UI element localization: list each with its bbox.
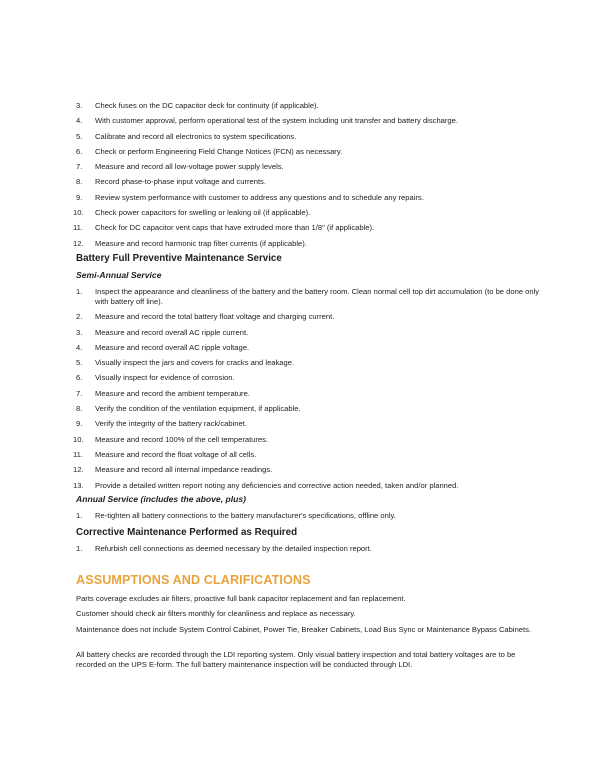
list-item-number: 3. bbox=[76, 101, 83, 110]
list-item bbox=[0, 450, 600, 460]
list-item-text: Check or perform Engineering Field Change Notices (FCN) as necessary. bbox=[95, 146, 343, 156]
list-item bbox=[0, 404, 600, 414]
list-item-number: 8. bbox=[76, 177, 83, 187]
assumption-paragraph: All battery checks are recorded through the LDI reporting system. Only visual battery inspection and total battery voltages are to be recorded on the UPS E-form. The full battery maintenance inspection will be conducted through LDI. bbox=[76, 650, 516, 669]
list-item-number: 1. bbox=[76, 511, 83, 520]
list-item-number: 7. bbox=[76, 388, 83, 398]
list-item-number: 3. bbox=[76, 327, 83, 337]
list-item-text: Record phase-to-phase input voltage and currents. bbox=[95, 177, 266, 187]
list-item bbox=[0, 162, 600, 172]
list-item-text: Measure and record overall AC ripple voltage. bbox=[95, 342, 250, 352]
list-item-number: 11. bbox=[73, 449, 83, 459]
list-item-text: Verify the integrity of the battery rack/cabinet. bbox=[95, 419, 247, 429]
list-item bbox=[0, 328, 600, 338]
list-item bbox=[0, 147, 600, 157]
list-item-number: 7. bbox=[76, 162, 83, 172]
ups-checklist bbox=[0, 101, 600, 249]
list-item bbox=[0, 343, 600, 353]
list-item bbox=[0, 312, 600, 322]
list-item-text: Review system performance with customer to address any questions and to schedule any repairs. bbox=[95, 192, 424, 202]
list-item-number: 1. bbox=[76, 544, 83, 553]
list-item-number: 5. bbox=[76, 131, 83, 141]
list-item bbox=[0, 544, 600, 554]
list-item bbox=[0, 419, 600, 429]
list-item-number: 12. bbox=[73, 238, 84, 248]
assumption-paragraph: Parts coverage excludes air filters, proactive full bank capacitor replacement and fan replacement. bbox=[76, 594, 406, 603]
semi-annual-checklist bbox=[0, 287, 600, 491]
list-item-text: Check power capacitors for swelling or leaking oil (if applicable). bbox=[95, 208, 311, 218]
list-item bbox=[0, 116, 600, 126]
list-item bbox=[0, 465, 600, 475]
list-item-number: 9. bbox=[76, 419, 83, 429]
list-item-text: Re-tighten all battery connections to the battery manufacturer's specifications, offline only. bbox=[95, 511, 396, 520]
list-item bbox=[0, 177, 600, 187]
list-item-number: 2. bbox=[76, 312, 83, 322]
list-item-text: Visually inspect for evidence of corrosion. bbox=[95, 373, 235, 383]
list-item-text: Provide a detailed written report noting any deficiencies and corrective action needed, taken and/or planned. bbox=[95, 480, 459, 490]
list-item bbox=[0, 132, 600, 142]
list-item-number: 13. bbox=[73, 480, 84, 490]
list-item-text: Measure and record 100% of the cell temperatures. bbox=[95, 434, 269, 444]
list-item bbox=[0, 239, 600, 249]
list-item-text: Measure and record the total battery float voltage and charging current. bbox=[95, 312, 335, 322]
list-item-text: Check for DC capacitor vent caps that have extruded more than 1/8" (if applicable). bbox=[95, 223, 375, 233]
corrective-heading: Corrective Maintenance Performed as Required bbox=[76, 527, 298, 538]
list-item-text: Verify the condition of the ventilation equipment, if applicable. bbox=[95, 404, 301, 414]
corrective-list-wrapper bbox=[0, 544, 600, 559]
list-item-text: Measure and record the ambient temperature. bbox=[95, 388, 250, 398]
list-item-number: 8. bbox=[76, 404, 83, 414]
annual-list-wrapper bbox=[0, 511, 600, 526]
assumption-paragraph: Customer should check air filters monthly for cleanliness and replace as necessary. bbox=[76, 609, 356, 618]
list-item bbox=[0, 481, 600, 491]
list-item-text: Refurbish cell connections as deemed necessary by the detailed inspection report. bbox=[95, 544, 372, 553]
semi-annual-heading: Semi-Annual Service bbox=[76, 270, 162, 280]
list-item-text: Visually inspect the jars and covers for cracks and leakage. bbox=[95, 358, 295, 368]
list-item-text: Check fuses on the DC capacitor deck for continuity (if applicable). bbox=[95, 101, 319, 110]
list-item bbox=[0, 389, 600, 399]
list-item-number: 11. bbox=[73, 223, 83, 233]
corrective-checklist bbox=[0, 544, 600, 554]
list-item-number: 9. bbox=[76, 192, 83, 202]
assumptions-heading: ASSUMPTIONS AND CLARIFICATIONS bbox=[76, 573, 311, 587]
battery-pm-heading: Battery Full Preventive Maintenance Service bbox=[76, 253, 282, 264]
list-item-number: 4. bbox=[76, 116, 83, 126]
list-item bbox=[0, 101, 600, 111]
list-item-text: Measure and record all low-voltage power supply levels. bbox=[95, 162, 284, 172]
list-item-text: Inspect the appearance and cleanliness of the battery and the battery room. Clean normal cell top dirt accumulation (to be done only with battery off line). bbox=[95, 287, 540, 306]
list-item-text: Measure and record the float voltage of all cells. bbox=[95, 449, 257, 459]
annual-checklist bbox=[0, 511, 600, 521]
semi-annual-list-wrapper bbox=[0, 287, 600, 496]
list-item-number: 10. bbox=[73, 208, 84, 218]
list-item-number: 1. bbox=[76, 287, 83, 296]
list-item bbox=[0, 511, 600, 521]
ups-maintenance-list bbox=[0, 101, 600, 254]
list-item-number: 4. bbox=[76, 342, 83, 352]
assumption-paragraph: Maintenance does not include System Control Cabinet, Power Tie, Breaker Cabinets, Load Bus Sync or Maintenance Bypass Cabinets. bbox=[76, 625, 532, 634]
list-item-text: Measure and record overall AC ripple current. bbox=[95, 327, 249, 337]
list-item-number: 5. bbox=[76, 358, 83, 368]
list-item bbox=[0, 208, 600, 218]
list-item bbox=[0, 358, 600, 368]
list-item-text: Measure and record harmonic trap filter currents (if applicable). bbox=[95, 238, 307, 248]
list-item-number: 6. bbox=[76, 373, 83, 383]
list-item-text: With customer approval, perform operational test of the system including unit transfer and battery discharge. bbox=[95, 116, 458, 126]
list-item-number: 6. bbox=[76, 146, 83, 156]
list-item bbox=[0, 287, 600, 307]
list-item bbox=[0, 223, 600, 233]
list-item-number: 10. bbox=[73, 434, 84, 444]
list-item-text: Measure and record all internal impedance readings. bbox=[95, 465, 273, 475]
list-item bbox=[0, 193, 600, 203]
list-item-text: Calibrate and record all electronics to system specifications. bbox=[95, 131, 297, 141]
list-item-number: 12. bbox=[73, 465, 84, 475]
list-item bbox=[0, 435, 600, 445]
annual-heading: Annual Service (includes the above, plus) bbox=[76, 494, 247, 504]
list-item bbox=[0, 373, 600, 383]
